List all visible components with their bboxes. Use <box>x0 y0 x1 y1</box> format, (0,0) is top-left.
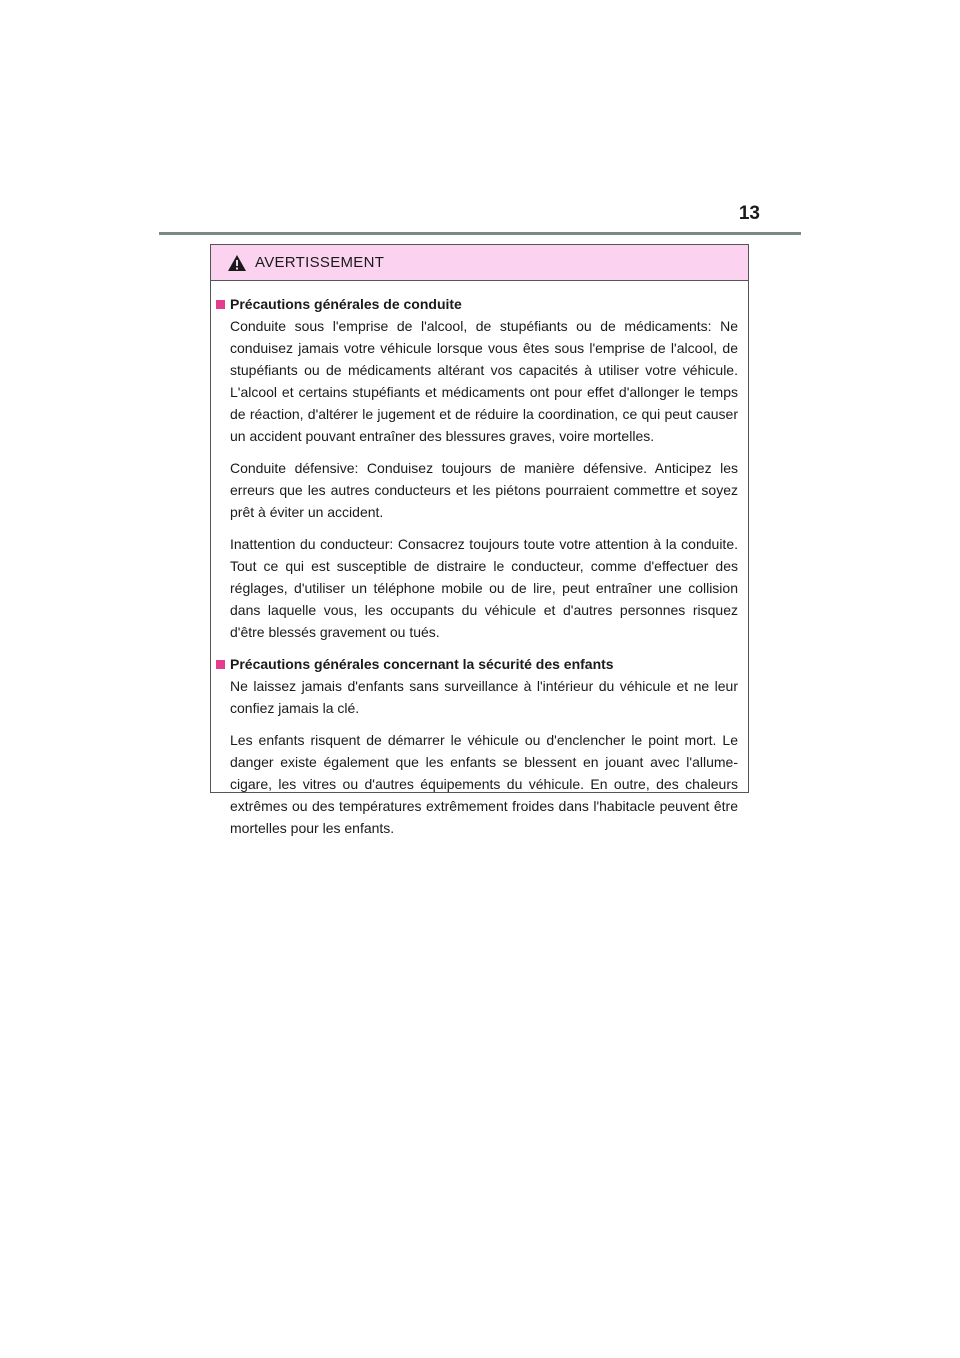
warning-body <box>211 281 748 839</box>
paragraph: Les enfants risquent de démarrer le véhicule ou d'enclencher le point mort. Le danger existe également que les enfants se blessent en jouant avec l'allume-cigare, les vitres ou d'autres équipements du véhicule. En outre, des chaleurs extrêmes ou des températures extrêmement froides dans l'habitacle peuvent être mortelles pour les enfants. <box>230 732 738 836</box>
page-number: 13 <box>738 203 760 224</box>
warning-title: AVERTISSEMENT <box>255 254 385 271</box>
warning-triangle-icon <box>227 254 247 272</box>
paragraph: Ne laissez jamais d'enfants sans surveillance à l'intérieur du véhicule et ne leur confiez jamais la clé. <box>230 678 738 716</box>
paragraph: Conduite défensive: Conduisez toujours de manière défensive. Anticipez les erreurs que les autres conducteurs et les piétons pourraient commettre et soyez prêt à éviter un accident. <box>230 460 738 520</box>
paragraph: Conduite sous l'emprise de l'alcool, de stupéfiants ou de médicaments: Ne conduisez jamais votre véhicule lorsque vous êtes sous l'emprise de l'alcool, de stupéfiants ou de médicaments altérant vos capacités à utiliser votre véhicule. L'alcool et certains stupéfiants et médicaments ont pour effet d'allonger le temps de réaction, d'altérer le jugement et de réduire la coordination, ce qui peut causer un accident pouvant entraîner des blessures graves, voire mortelles. <box>230 318 738 444</box>
warning-header <box>211 245 748 281</box>
square-bullet-icon <box>216 660 225 669</box>
section-heading-text: Précautions générales concernant la sécurité des enfants <box>230 656 614 672</box>
section-heading-text: Précautions générales de conduite <box>230 296 462 312</box>
section-heading <box>216 293 738 315</box>
square-bullet-icon <box>216 300 225 309</box>
header-rule <box>159 232 801 235</box>
section-heading <box>216 653 738 675</box>
warning-box <box>210 244 749 836</box>
paragraph: Inattention du conducteur: Consacrez toujours toute votre attention à la conduite. Tout ce qui est susceptible de distraire le conducteur, comme d'effectuer des réglages, d'utiliser un téléphone mobile ou de lire, peut entraîner une collision dans laquelle vous, les occupants du véhicule et d'autres personnes risquez d'être blessés gravement ou tués. <box>230 536 738 640</box>
